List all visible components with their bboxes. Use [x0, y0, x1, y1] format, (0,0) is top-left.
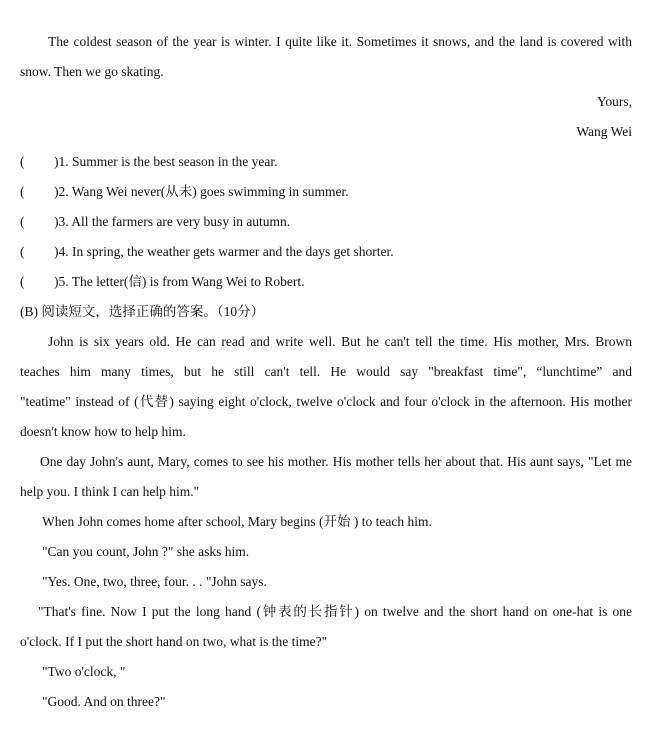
answer-blank[interactable]: (	[20, 154, 25, 169]
question-text: )5. The letter(信) is from Wang Wei to Robert.	[54, 274, 305, 289]
question-text: )4. In spring, the weather gets warmer and the days get shorter.	[54, 244, 394, 259]
question-item	[20, 180, 632, 210]
letter-closing: Yours,	[596, 94, 632, 109]
question-text: )2. Wang Wei never(从未) goes swimming in summer.	[54, 184, 349, 199]
section-heading: (B) 阅读短文，选择正确的答案。（10分）	[20, 304, 265, 319]
story-line: help you. I think I can help him."	[20, 484, 200, 499]
story-line: "Can you count, John ?" she asks him.	[42, 544, 250, 559]
answer-blank[interactable]: (	[20, 274, 25, 289]
answer-blank[interactable]: (	[20, 244, 25, 259]
story-line: doesn't know how to help him.	[20, 424, 186, 439]
question-item	[20, 210, 632, 240]
story-line: "Two o'clock, "	[42, 664, 126, 679]
answer-blank[interactable]: (	[20, 184, 25, 199]
story-line: One day John's aunt, Mary, comes to see his mother. His mother tells her about that. His aunt says, "Let me	[40, 454, 632, 469]
document-page	[20, 30, 632, 720]
question-item	[20, 270, 632, 300]
letter-signature: Wang Wei	[576, 124, 632, 139]
question-text: )3. All the farmers are very busy in autumn.	[54, 214, 291, 229]
story-line: When John comes home after school, Mary begins (开始 ) to teach him.	[42, 514, 432, 529]
question-item	[20, 240, 632, 270]
letter-paragraph-line: The coldest season of the year is winter. I quite like it. Sometimes it snows, and the land is covered with	[48, 34, 632, 49]
story-line: "That's fine. Now I put the long hand (钟表的长指针) on twelve and the short hand on one-hat is one	[38, 604, 632, 619]
answer-blank[interactable]: (	[20, 214, 25, 229]
question-item	[20, 150, 632, 180]
story-line: "Good. And on three?"	[42, 694, 166, 709]
story-line: o'clock. If I put the short hand on two, what is the time?"	[20, 634, 328, 649]
story-line: "teatime" instead of (代替) saying eight o'clock, twelve o'clock and four o'clock in the afternoon. His mother	[20, 394, 632, 409]
story-line: teaches him many times, but he still can't tell. He would say "breakfast time", “lunchtime” and	[20, 364, 632, 379]
question-text: )1. Summer is the best season in the year.	[54, 154, 278, 169]
story-line: "Yes. One, two, three, four. . . "John says.	[42, 574, 267, 589]
letter-paragraph-line: snow. Then we go skating.	[20, 64, 164, 79]
story-line: John is six years old. He can read and write well. But he can't tell the time. His mother, Mrs. Brown	[48, 334, 632, 349]
